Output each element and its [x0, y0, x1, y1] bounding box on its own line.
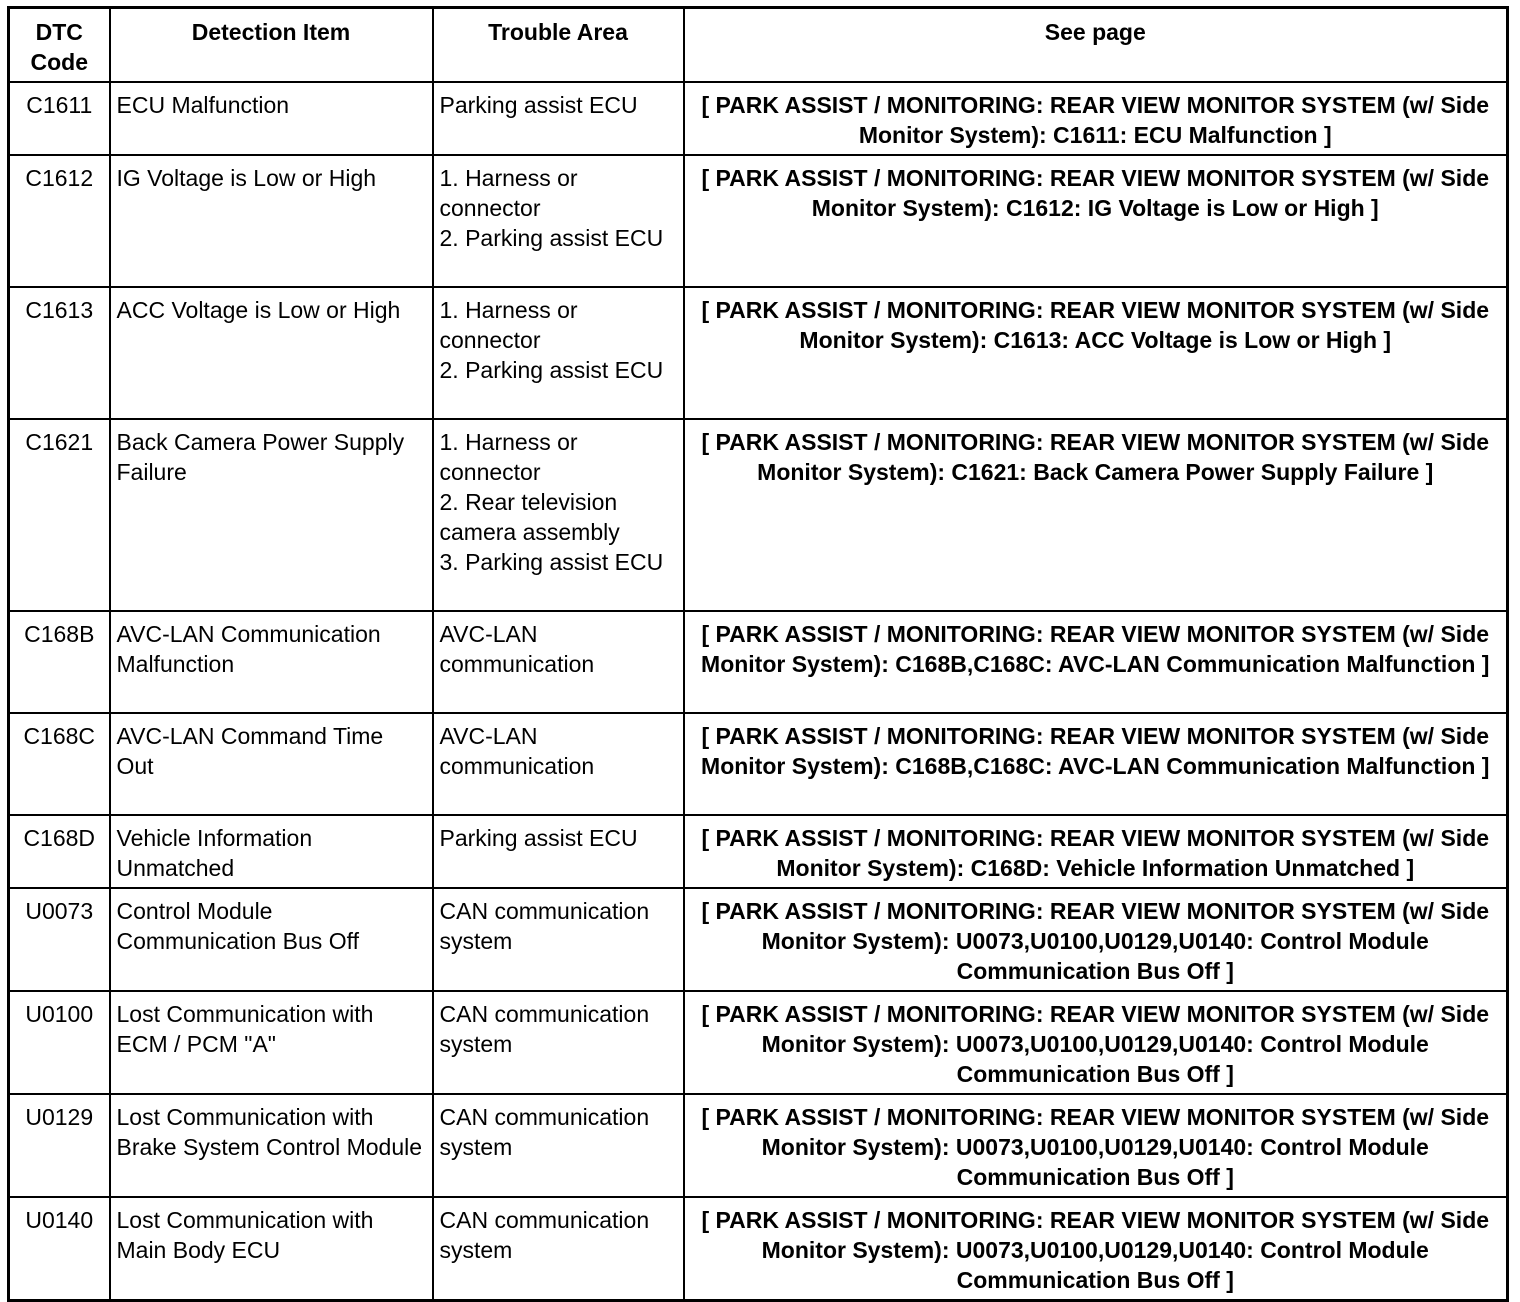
trouble-area-cell: [433, 419, 684, 611]
detection-item-cell: AVC-LAN Communication Malfunction: [110, 611, 433, 713]
dtc-code-cell: U0073: [9, 888, 110, 991]
table-row: [9, 287, 1508, 419]
dtc-table: [7, 6, 1509, 1302]
dtc-code-cell: U0100: [9, 991, 110, 1094]
trouble-area-cell: [433, 888, 684, 991]
detection-item-cell: Control Module Communication Bus Off: [110, 888, 433, 991]
table-row: [9, 1197, 1508, 1301]
see-page-link[interactable]: [ PARK ASSIST / MONITORING: REAR VIEW MONITOR SYSTEM (w/ Side Monitor System): C168D: Vehicle Information Unmatched ]: [684, 815, 1508, 888]
trouble-area-cell: [433, 155, 684, 287]
trouble-area-line: 1. Harness or connector: [439, 165, 578, 221]
see-page-link[interactable]: [ PARK ASSIST / MONITORING: REAR VIEW MONITOR SYSTEM (w/ Side Monitor System): U0073,U0100,U0129,U0140: Control Module Communication Bus Off ]: [684, 888, 1508, 991]
trouble-area-line: 2. Parking assist ECU: [439, 357, 664, 383]
dtc-code-cell: U0129: [9, 1094, 110, 1197]
header-dtc-code-line2: Code: [30, 49, 88, 75]
see-page-link[interactable]: [ PARK ASSIST / MONITORING: REAR VIEW MONITOR SYSTEM (w/ Side Monitor System): C1613: ACC Voltage is Low or High ]: [684, 287, 1508, 419]
dtc-code-cell: C168B: [9, 611, 110, 713]
table-row: [9, 611, 1508, 713]
see-page-link[interactable]: [ PARK ASSIST / MONITORING: REAR VIEW MONITOR SYSTEM (w/ Side Monitor System): U0073,U0100,U0129,U0140: Control Module Communication Bus Off ]: [684, 991, 1508, 1094]
trouble-area-line: 1. Harness or connector: [439, 429, 578, 485]
trouble-area-line: CAN communication system: [439, 898, 650, 954]
detection-item-cell: Back Camera Power Supply Failure: [110, 419, 433, 611]
header-row: [9, 8, 1508, 83]
detection-item-cell: IG Voltage is Low or High: [110, 155, 433, 287]
trouble-area-line: 3. Parking assist ECU: [439, 549, 664, 575]
trouble-area-cell: [433, 1094, 684, 1197]
trouble-area-line: 1. Harness or connector: [439, 297, 578, 353]
header-trouble-area: Trouble Area: [433, 8, 684, 83]
dtc-code-cell: C1612: [9, 155, 110, 287]
trouble-area-cell: [433, 713, 684, 815]
table-row: [9, 82, 1508, 155]
table-row: [9, 815, 1508, 888]
see-page-link[interactable]: [ PARK ASSIST / MONITORING: REAR VIEW MONITOR SYSTEM (w/ Side Monitor System): C1612: IG Voltage is Low or High ]: [684, 155, 1508, 287]
see-page-link[interactable]: [ PARK ASSIST / MONITORING: REAR VIEW MONITOR SYSTEM (w/ Side Monitor System): U0073,U0100,U0129,U0140: Control Module Communication Bus Off ]: [684, 1094, 1508, 1197]
see-page-link[interactable]: [ PARK ASSIST / MONITORING: REAR VIEW MONITOR SYSTEM (w/ Side Monitor System): C168B,C168C: AVC-LAN Communication Malfunction ]: [684, 713, 1508, 815]
trouble-area-line: AVC-LAN communication: [439, 621, 595, 677]
header-see-page: See page: [684, 8, 1508, 83]
dtc-code-cell: C1621: [9, 419, 110, 611]
trouble-area-cell: [433, 611, 684, 713]
detection-item-cell: AVC-LAN Command Time Out: [110, 713, 433, 815]
detection-item-cell: ACC Voltage is Low or High: [110, 287, 433, 419]
table-row: [9, 1094, 1508, 1197]
trouble-area-line: Parking assist ECU: [439, 92, 638, 118]
trouble-area-line: Parking assist ECU: [439, 825, 638, 851]
see-page-link[interactable]: [ PARK ASSIST / MONITORING: REAR VIEW MONITOR SYSTEM (w/ Side Monitor System): C1611: ECU Malfunction ]: [684, 82, 1508, 155]
table-body: [9, 82, 1508, 1301]
detection-item-cell: Lost Communication with ECM / PCM "A": [110, 991, 433, 1094]
trouble-area-cell: [433, 82, 684, 155]
trouble-area-cell: [433, 1197, 684, 1301]
dtc-code-cell: C168C: [9, 713, 110, 815]
detection-item-cell: ECU Malfunction: [110, 82, 433, 155]
dtc-code-cell: C1613: [9, 287, 110, 419]
dtc-code-cell: C1611: [9, 82, 110, 155]
table-row: [9, 419, 1508, 611]
trouble-area-line: 2. Parking assist ECU: [439, 225, 664, 251]
table-row: [9, 155, 1508, 287]
dtc-code-cell: U0140: [9, 1197, 110, 1301]
see-page-link[interactable]: [ PARK ASSIST / MONITORING: REAR VIEW MONITOR SYSTEM (w/ Side Monitor System): C168B,C168C: AVC-LAN Communication Malfunction ]: [684, 611, 1508, 713]
trouble-area-cell: [433, 991, 684, 1094]
see-page-link[interactable]: [ PARK ASSIST / MONITORING: REAR VIEW MONITOR SYSTEM (w/ Side Monitor System): C1621: Back Camera Power Supply Failure ]: [684, 419, 1508, 611]
detection-item-cell: Lost Communication with Brake System Control Module: [110, 1094, 433, 1197]
trouble-area-line: CAN communication system: [439, 1001, 650, 1057]
trouble-area-cell: [433, 815, 684, 888]
trouble-area-line: CAN communication system: [439, 1207, 650, 1263]
detection-item-cell: Lost Communication with Main Body ECU: [110, 1197, 433, 1301]
table-header: [9, 8, 1508, 83]
header-dtc-code: [9, 8, 110, 83]
header-dtc-code-line1: DTC: [35, 19, 83, 45]
trouble-area-line: AVC-LAN communication: [439, 723, 595, 779]
header-detection-item: Detection Item: [110, 8, 433, 83]
trouble-area-cell: [433, 287, 684, 419]
trouble-area-line: CAN communication system: [439, 1104, 650, 1160]
detection-item-cell: Vehicle Information Unmatched: [110, 815, 433, 888]
table-row: [9, 888, 1508, 991]
table-row: [9, 713, 1508, 815]
see-page-link[interactable]: [ PARK ASSIST / MONITORING: REAR VIEW MONITOR SYSTEM (w/ Side Monitor System): U0073,U0100,U0129,U0140: Control Module Communication Bus Off ]: [684, 1197, 1508, 1301]
table-row: [9, 991, 1508, 1094]
dtc-code-cell: C168D: [9, 815, 110, 888]
trouble-area-line: 2. Rear television camera assembly: [439, 489, 620, 545]
